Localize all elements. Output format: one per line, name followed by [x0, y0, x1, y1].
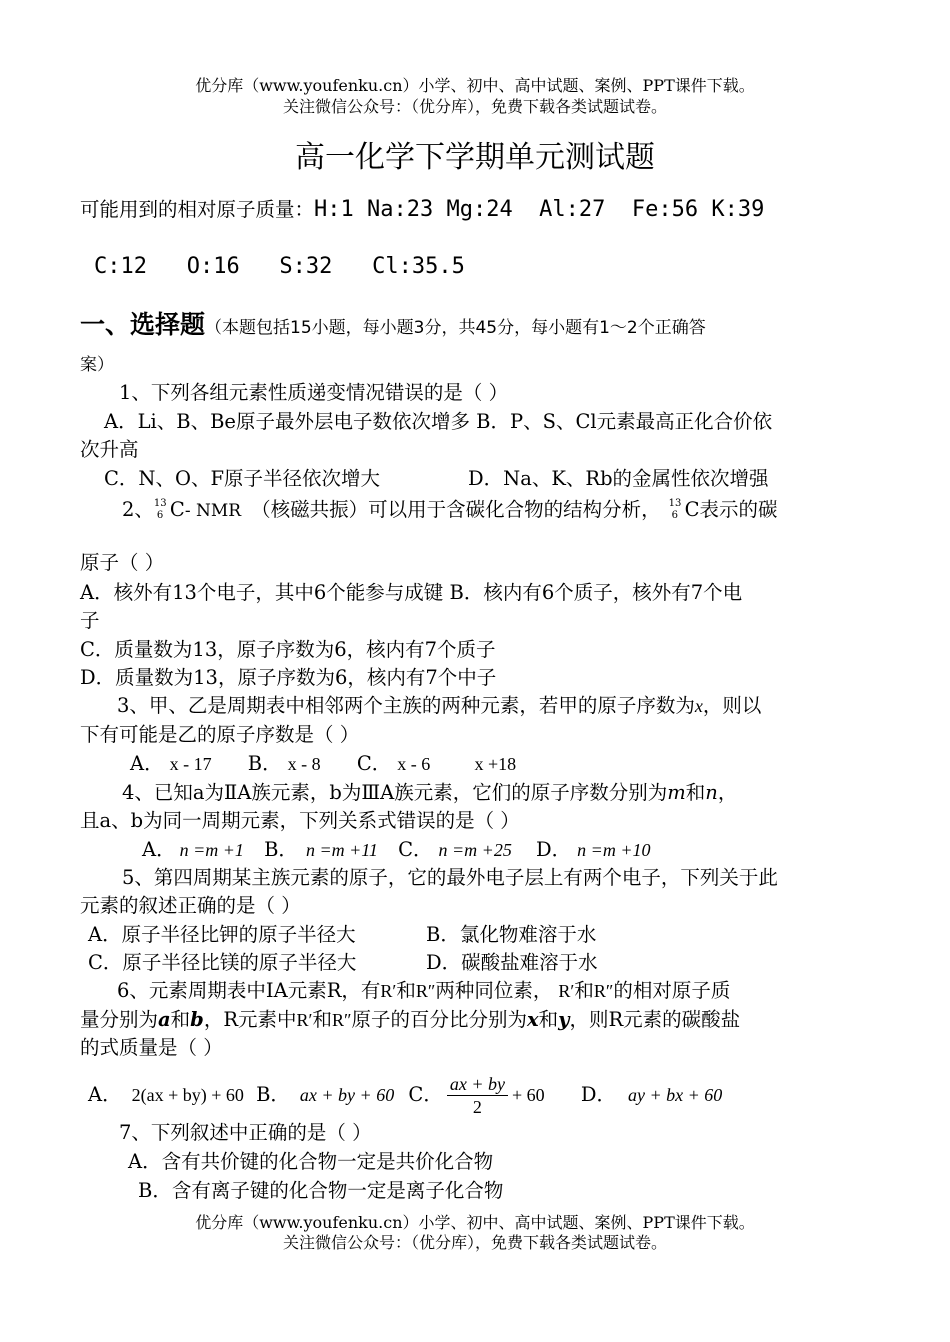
q6-l2-text-b: ，R元素中 [203, 1008, 297, 1031]
q6-var-a: a [158, 1008, 171, 1031]
carbon-13-isotope-2: 13 6 [668, 497, 682, 521]
q1-options-ab-cont: 次升高 [80, 438, 139, 461]
q6-l2-text: 量分别为 [80, 1008, 159, 1031]
q2-stem-line-2: 原子（ ） [80, 551, 165, 574]
q5-option-b: B．氯化物难溶于水 [426, 923, 597, 946]
q4-d-label: D． [536, 838, 572, 861]
q1-stem: 1、下列各组元素性质递变情况错误的是（ ） [119, 381, 509, 404]
page-title: 高一化学下学期单元测试题 [295, 140, 655, 175]
q6-l2-text-c: 原子的百分比分别为 [351, 1008, 527, 1031]
q4-c-value: n =m +25 [438, 840, 512, 860]
q4-b-value: n =m +11 [305, 840, 378, 860]
q6-var-x: x [527, 1008, 539, 1031]
q4-var-m: m [667, 781, 686, 804]
q6-c-denominator: 2 [472, 1097, 482, 1117]
q6-stem-text-c: 的相对原子质 [613, 979, 731, 1002]
q6-and: 和 [396, 979, 416, 1002]
q2-option-ab: A．核外有13个电子，其中6个能参与成键 B．核内有6个质子，核外有7个电 [80, 581, 743, 604]
q1-option-c: C．N、O、F原子半径依次增大 [104, 467, 380, 490]
q4-d-value: n =m +10 [577, 840, 651, 860]
atomic-mass-values-2: C:12 O:16 S:32 Cl:35.5 [94, 254, 465, 279]
q6-d-label: D． [580, 1083, 616, 1106]
q4-stem-line-2: 且a、b为同一周期元素，下列关系式错误的是（ ） [80, 809, 520, 832]
q4-comma: ， [717, 781, 738, 804]
q6-r-double-prime-2: R″ [593, 981, 614, 1001]
section-1-note: （本题包括15小题，每小题3分，共45分，每小题有1～2个正确答 [205, 318, 706, 338]
q2-stem [122, 497, 778, 524]
q6-b-label: B． [256, 1083, 290, 1106]
section-1-heading [80, 312, 706, 341]
q6-l2-text-d: ，则R元素的碳酸盐 [569, 1008, 741, 1031]
q7-stem: 7、下列叙述中正确的是（ ） [119, 1121, 372, 1144]
q6-stem-text-b: 两种同位素， [435, 979, 553, 1002]
q3-options [130, 751, 516, 777]
isotope-symbol-2: C [684, 498, 700, 521]
q1-options-ab: A．Li、B、Be原子最外层电子数依次增多 B．P、S、Cl元素最高正化合价依 [104, 410, 773, 433]
atomic-mass-label: 可能用到的相对原子质量： [80, 198, 315, 221]
q3-b-value: x - 8 [287, 754, 321, 774]
q6-and-2: 和 [574, 979, 594, 1002]
q6-stem-line-2 [80, 1007, 740, 1033]
atomic-mass-values-1: H:1 Na:23 Mg:24 Al:27 Fe:56 K:39 [314, 197, 765, 222]
q5-stem-line-2: 元素的叙述正确的是（ ） [80, 894, 301, 917]
q4-stem [122, 780, 737, 806]
q6-l2-and-3: 和 [538, 1008, 559, 1031]
q3-a-label: A． [130, 752, 164, 775]
q5-stem: 5、第四周期某主族元素的原子，它的最外电子层上有两个电子，下列关于此 [122, 866, 778, 889]
q3-var-x: x [694, 696, 703, 716]
isotope-symbol: C [169, 498, 185, 521]
q4-c-label: C． [398, 838, 433, 861]
q6-c-numerator: ax + by [447, 1073, 508, 1096]
q3-stem-text: 3、甲、乙是周期表中相邻两个主族的两种元素，若甲的原子序数为 [117, 694, 695, 717]
q4-and: 和 [685, 781, 706, 804]
q4-b-label: B． [264, 838, 298, 861]
carbon-13-isotope: 13 6 [153, 497, 167, 521]
q3-c-label: C． [356, 752, 392, 775]
q4-options [142, 837, 650, 863]
q4-a-label: A． [142, 838, 176, 861]
q6-stem-text: 6、元素周期表中ⅠA元素R，有 [117, 979, 381, 1002]
q3-d-value: x +18 [474, 754, 517, 774]
q2-option-d: D．质量数为13，原子序数为6，核内有7个中子 [80, 666, 497, 689]
q2-stem-end: 表示的碳 [699, 498, 778, 521]
q4-a-value: n =m +1 [179, 840, 244, 860]
q6-var-b: b [190, 1008, 204, 1031]
q7-option-a: A．含有共价键的化合物一定是共价化合物 [128, 1150, 494, 1173]
q3-stem-line-2: 下有可能是乙的原子序数是（ ） [80, 723, 360, 746]
q6-c-tail: + 60 [511, 1085, 545, 1105]
q5-option-c: C．原子半径比镁的原子半径大 [88, 951, 357, 974]
q6-stem-line-3: 的式质量是（ ） [80, 1036, 223, 1059]
q6-l2-r-prime: R′ [296, 1010, 313, 1030]
section-1-note-cont: 案） [80, 355, 114, 375]
header-line-2: 关注微信公众号：（优分库），免费下载各类试题试卷。 [282, 97, 667, 116]
q6-l2-r-double-prime: R″ [331, 1010, 352, 1030]
q1-option-d: D．Na、K、Rb的金属性依次增强 [468, 467, 769, 490]
q3-stem-end: ，则以 [702, 694, 762, 717]
q7-option-b: B．含有离子键的化合物一定是离子化合物 [138, 1179, 504, 1202]
q2-option-ab-cont: 子 [80, 609, 100, 632]
q5-option-a: A．原子半径比钾的原子半径大 [88, 923, 356, 946]
q6-r-double-prime: R″ [415, 981, 436, 1001]
q2-stem-mid: （核磁共振）可以用于含碳化合物的结构分析， [251, 498, 661, 521]
q6-c-label: C． [408, 1083, 443, 1106]
q6-r-prime-2: R′ [558, 981, 575, 1001]
atomic-mass-line-1 [80, 197, 764, 223]
q6-a-label: A． [88, 1083, 122, 1106]
q6-options [88, 1073, 722, 1118]
footer-line-1: 优分库（www.youfenku.cn）小学、初中、高中试题、案例、PPT课件下载。 [195, 1213, 755, 1232]
section-1-title: 一、选择题 [80, 310, 206, 339]
q6-b-value: ax + by + 60 [299, 1085, 395, 1105]
q3-stem [117, 693, 761, 719]
nmr-label: - NMR [184, 501, 242, 521]
q6-l2-and: 和 [170, 1008, 191, 1031]
q3-a-value: x - 17 [169, 754, 212, 774]
footer-line-2: 关注微信公众号：（优分库），免费下载各类试题试卷。 [282, 1233, 667, 1252]
q3-c-value: x - 6 [397, 754, 431, 774]
q6-stem [117, 978, 730, 1004]
q6-l2-and-2: 和 [312, 1008, 332, 1031]
q4-var-n: n [705, 781, 718, 804]
q2-option-c: C．质量数为13，原子序数为6，核内有7个质子 [80, 638, 496, 661]
q6-r-prime: R′ [380, 981, 397, 1001]
q6-c-fraction [447, 1073, 508, 1118]
q2-number: 2、 [122, 498, 154, 521]
q6-var-y: y [558, 1008, 570, 1031]
q3-b-label: B． [247, 752, 282, 775]
q4-stem-text: 4、已知a为ⅡA族元素，b为ⅢA族元素，它们的原子序数分别为 [122, 781, 668, 804]
q6-d-value: ay + bx + 60 [627, 1085, 723, 1105]
q5-option-d: D．碳酸盐难溶于水 [426, 951, 598, 974]
q6-a-value: 2(ax + by) + 60 [131, 1085, 244, 1105]
header-line-1: 优分库（www.youfenku.cn）小学、初中、高中试题、案例、PPT课件下载。 [195, 76, 755, 95]
